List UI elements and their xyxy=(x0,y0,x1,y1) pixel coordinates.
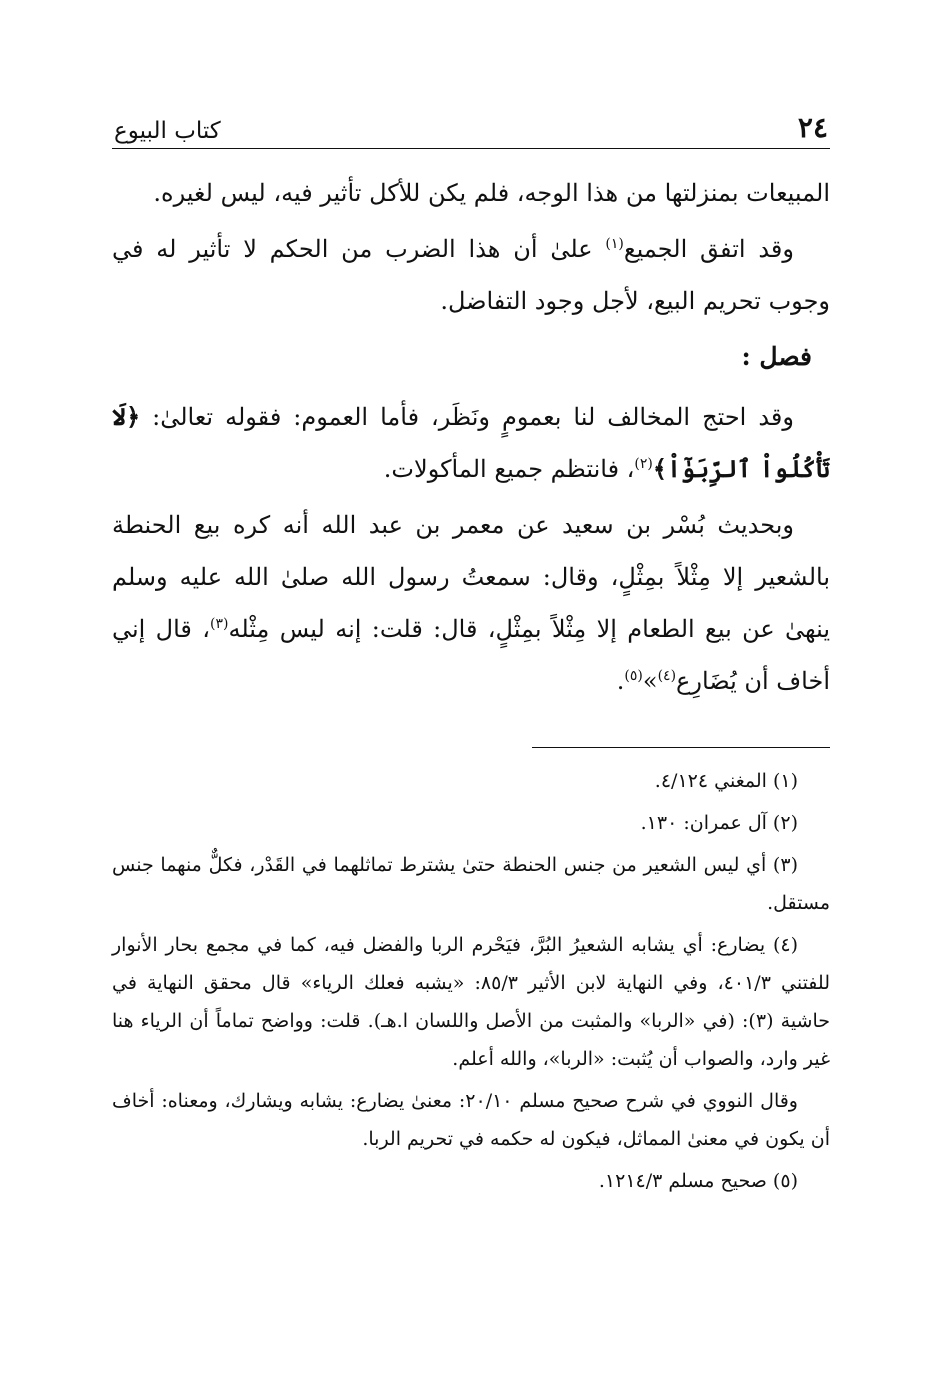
paragraph-4-text-d: . xyxy=(616,667,625,695)
paragraph-1: المبيعات بمنزلتها من هذا الوجه، فلم يكن للأكل تأثير فيه، ليس لغيره. xyxy=(153,179,830,207)
section-heading: فصل : xyxy=(741,342,812,371)
footnotes xyxy=(112,762,830,1200)
footnote-ref-3[interactable]: (٣) xyxy=(210,616,229,632)
footnote-ref-2[interactable]: (٢) xyxy=(634,456,653,472)
page-header xyxy=(112,100,830,149)
paragraph-2-text-b: علىٰ أن هذا الضرب من الحكم لا تأثير له في وجوب تحريم البيع، لأجل وجود التفاضل. xyxy=(112,235,830,315)
footnote-5: (٥) صحيح مسلم ١٢١٤/٣. xyxy=(598,1170,798,1192)
paragraph-4 xyxy=(112,499,830,707)
paragraph-4-text-c: » xyxy=(642,667,658,695)
paragraph-4-text-b: ، قال إني أخاف أن يُضَارِع xyxy=(112,615,830,695)
paragraph-2 xyxy=(112,223,830,327)
footnote-ref-5[interactable]: (٥) xyxy=(624,668,643,684)
footnote-divider xyxy=(532,747,830,748)
footnote-ref-1[interactable]: (١) xyxy=(605,236,624,252)
paragraph-2-text-a: وقد اتفق الجميع xyxy=(623,235,794,263)
quran-verse: ﴿لَا تَأْكُلُواْ ٱلرِّبَوٰٓاْ﴾ xyxy=(112,402,830,483)
paragraph-3-text-a: وقد احتج المخالف لنا بعمومٍ ونَظَر، فأما العموم: فقوله تعالىٰ: xyxy=(140,403,794,431)
main-text xyxy=(112,167,830,707)
footnote-4: (٤) يضارع: أي يشابه الشعيرُ البُرَّ، فيَحْرم الربا والفضل فيه، كما في مجمع بحار الأنوار للفتني ٤٠١/٣، وفي النهاية لابن الأثير ٨٥/٣: «يشبه فعلك الرياء» قال محقق النهاية في حاشية (٣): (في «الربا» والمثبت من الأصل واللسان ا.هـ). قلت: وواضح تماماً أن الرياء هنا غير وارد، والصواب أن يُثبت: «الربا»، والله أعلم. xyxy=(112,934,831,1070)
paragraph-3-text-b: ، فانتظم جميع المأكولات. xyxy=(383,455,635,483)
running-title: كتاب البيوع xyxy=(114,118,221,144)
footnote-4-continued: وقال النووي في شرح صحيح مسلم ٢٠/١٠: معنىٰ يضارع: يشابه ويشارك، ومعناه: أخاف أن يكون في معنىٰ المماثل، فيكون له حكمه في تحريم الربا. xyxy=(112,1090,830,1150)
paragraph-3 xyxy=(112,391,830,495)
paragraph-4-text-a: وبحديث بُسْر بن سعيد عن معمر بن عبد الله أنه كره بيع الحنطة بالشعير إلا مِثْلاً بمِثْلٍ، وقال: سمعتُ رسول الله صلىٰ الله عليه وسلم ينهىٰ عن بيع الطعام إلا مِثْلاً بمِثْلٍ، قال: قلت: إنه ليس مِثْله xyxy=(112,511,831,643)
footnote-2: (٢) آل عمران: ١٣٠. xyxy=(640,812,798,834)
page-number: ٢٤ xyxy=(797,111,828,144)
footnote-1: (١) المغني ٤/١٢٤. xyxy=(654,770,798,792)
book-page xyxy=(112,100,830,1200)
footnote-3: (٣) أي ليس الشعير من جنس الحنطة حتىٰ يشترط تماثلهما في القَدْر، فكلٌّ منهما جنس مستقل. xyxy=(112,854,830,914)
footnote-ref-4[interactable]: (٤) xyxy=(657,668,677,684)
